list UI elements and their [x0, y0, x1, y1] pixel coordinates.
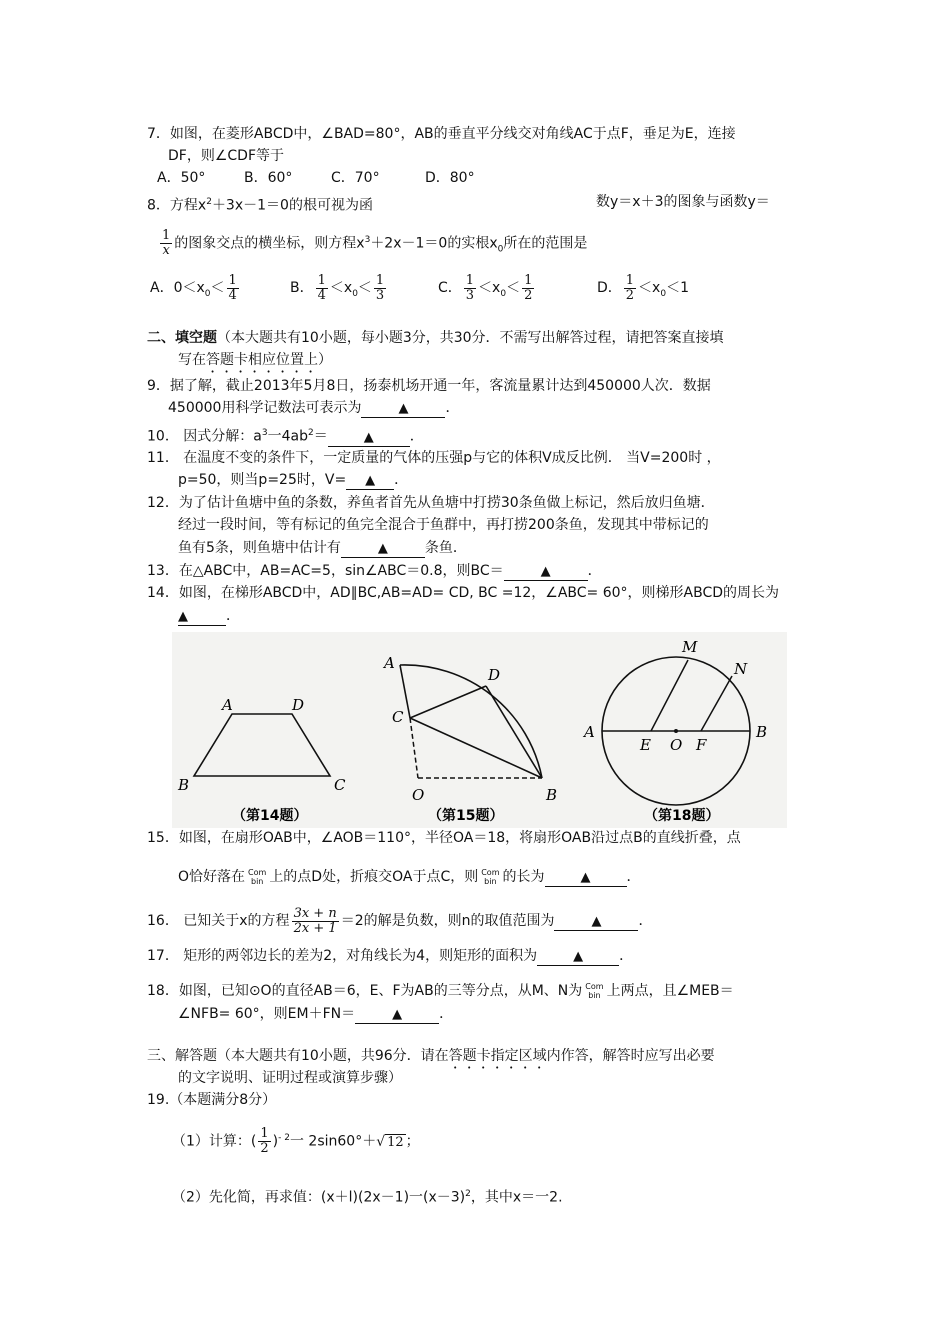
q7-option-d: D．80° — [425, 170, 475, 186]
fig15-caption: （第15题） — [428, 808, 504, 824]
q18-line2: ∠NFB= 60°，则EM＋FN＝ ▲ ． — [178, 1006, 454, 1022]
fig18-caption: （第18题） — [644, 808, 720, 824]
fig15-label-a: A — [384, 654, 395, 672]
q8-option-b: B． $\frac{1}{4}$ $<x_0<$ $\frac{1}{3}$ — [290, 272, 385, 303]
section3-header: 三、解答题（本大题共有10小题，共96分．请在答题卡指定区域内作答，解答时应写出必要 — [147, 1048, 715, 1064]
q12-line1: 12．为了估计鱼塘中鱼的条数，养鱼者首先从鱼塘中打捞30条鱼做上标记，然后放归鱼塘． — [147, 495, 715, 511]
q14-line1: 14．如图，在梯形ABCD中，AD∥BC,AB=AD= CD, BC =12，∠ABC= 60°，则梯形ABCD的周长为 — [147, 585, 780, 601]
fig14-label-b: B — [178, 776, 190, 794]
q15-answer-blank[interactable]: ▲ — [545, 869, 627, 887]
q11-answer-blank[interactable]: ▲ — [346, 472, 394, 490]
dashed-oc — [410, 718, 418, 778]
fig18-label-m: M — [682, 638, 698, 656]
q12-line3: 鱼有5条，则鱼塘中估计有 ▲ 条鱼． — [178, 540, 467, 556]
figure-15-sector — [372, 632, 572, 828]
q17-answer-blank[interactable]: ▲ — [537, 948, 619, 966]
fig14-label-c: C — [334, 776, 346, 794]
arc-mark: Com bin — [481, 868, 500, 886]
section3-header-line2: 的文字说明、证明过程或演算步骤） — [178, 1070, 402, 1086]
q8-line1: 8．方程$x^2+3x-1=0$的根可视为函 — [147, 197, 373, 214]
q14-line2: ▲ ． — [178, 608, 240, 624]
fig15-label-o: O — [412, 786, 425, 804]
q13-answer-blank[interactable]: ▲ — [504, 563, 588, 581]
fig14-caption: （第14题） — [232, 808, 308, 824]
fig18-label-b: B — [756, 723, 768, 741]
arc-mark: Com bin — [585, 982, 604, 1000]
segment-fn — [701, 676, 732, 731]
q16-line: 16． 已知关于x的方程 $\frac{3x + n}{2x + 1}$ ＝2的解是负数，则n的取值范围为 ▲ ． — [147, 905, 653, 936]
section2-title: 二、填空题 — [147, 330, 217, 346]
q19-heading: 19.（本题满分8分） — [147, 1092, 277, 1108]
fig18-label-o: O — [670, 736, 683, 754]
q7-option-c: C．70° — [331, 170, 380, 186]
trapezoid-shape — [194, 714, 330, 776]
q9-answer-blank[interactable]: ▲ — [361, 400, 445, 418]
q19-part1: （1）计算：( $\frac{1}{2}$ )$^{- 2}$一 2sin60°＋√ 12 ； — [172, 1126, 420, 1157]
figure-14-trapezoid — [172, 632, 372, 828]
q8-line1-right: 数y＝x＋3的图象与函数y＝ — [596, 194, 770, 210]
fig18-label-a: A — [584, 723, 595, 741]
fig15-label-b: B — [546, 786, 558, 804]
q12-line2: 经过一段时间，等有标记的鱼完全混合于鱼群中，再打捞200条鱼，发现其中带标记的 — [178, 517, 709, 533]
q10-answer-blank[interactable]: ▲ — [328, 429, 410, 447]
segment-em — [651, 660, 688, 731]
q7-option-b: B．60° — [244, 170, 293, 186]
fig15-label-c: C — [392, 708, 404, 726]
q8-option-d: D． $\frac{1}{2}$ $<x_0<1$ — [597, 272, 690, 303]
fig18-label-e: E — [640, 736, 651, 754]
section2-header-line2: 写在答题卡相应位置上） — [178, 352, 332, 368]
fig18-label-f: F — [696, 736, 707, 754]
section2-header: 二、填空题（本大题共有10小题，每小题3分，共30分．不需写出解答过程，请把答案直接填 — [147, 330, 724, 346]
q13-line: 13．在△ABC中，AB=AC=5，sin∠ABC＝0.8，则BC＝ ▲ ． — [147, 563, 602, 579]
q17-line: 17． 矩形的两邻边长的差为2，对角线长为4，则矩形的面积为 ▲ ． — [147, 948, 634, 964]
q14-answer-blank[interactable]: ▲ — [178, 608, 226, 626]
q9-line1: 9．据了解，截止2013年5月8日，扬泰机场开通一年，客流量累计达到450000人次．数据 — [147, 378, 711, 394]
fraction-1-over-x: $\frac{1}{x}$ — [162, 228, 171, 259]
fig14-label-a: A — [222, 696, 233, 714]
q8-line2: $\frac{1}{x}$ 的图象交点的横坐标，则方程$x^3+2x-1=0$的实根$x_0$所在的范围是 — [162, 228, 588, 259]
q16-answer-blank[interactable]: ▲ — [554, 913, 638, 931]
q15-line1: 15．如图，在扇形OAB中，∠AOB＝110°，半径OA＝18，将扇形OAB沿过点B的直线折叠，点 — [147, 830, 741, 846]
q12-answer-blank[interactable]: ▲ — [341, 540, 425, 558]
q11-line1: 11． 在温度不变的条件下，一定质量的气体的压强p与它的体积V成反比例． 当V=200时 ， — [147, 450, 721, 466]
q11-line2: p=50，则当p=25时，V= ▲ ． — [178, 472, 409, 488]
q8-option-a: A．$0<x_0<$ $\frac{1}{4}$ — [150, 272, 237, 303]
q7-line1: 7．如图，在菱形ABCD中，∠BAD=80°，AB的垂直平分线交对角线AC于点F，垂足为E，连接 — [147, 126, 736, 142]
q8-option-c: C． $\frac{1}{3}$ $<x_0<$ $\frac{1}{2}$ — [438, 272, 533, 303]
q7-line2: DF，则∠CDF等于 — [168, 148, 284, 164]
sector-arc — [400, 665, 542, 778]
q18-line1: 18．如图，已知⊙O的直径AB＝6，E、F为AB的三等分点，从M、N为 Com bin 上两点，且∠MEB＝ — [147, 982, 734, 1000]
arc-mark: Com bin — [248, 868, 267, 886]
fig18-label-n: N — [734, 660, 748, 678]
q19-part2: （2）先化简，再求值：(x＋l)(2x－1)一$(x-3)^2$，其中x＝一2. — [172, 1189, 563, 1206]
fig14-label-d: D — [292, 696, 305, 714]
q9-line2: 450000用科学记数法可表示为 ▲ ． — [168, 400, 460, 416]
figure-18-circle — [572, 632, 787, 828]
q7-option-a: A．50° — [157, 170, 206, 186]
fig15-label-d: D — [488, 666, 501, 684]
q15-line2: O恰好落在 Com bin 上的点D处，折痕交OA于点C，则 Com bin 的长为 ▲ ． — [178, 868, 641, 886]
q10-line: 10． 因式分解：$a^3$一$4ab^2=$ ▲ ． — [147, 428, 424, 445]
q18-answer-blank[interactable]: ▲ — [355, 1006, 439, 1024]
